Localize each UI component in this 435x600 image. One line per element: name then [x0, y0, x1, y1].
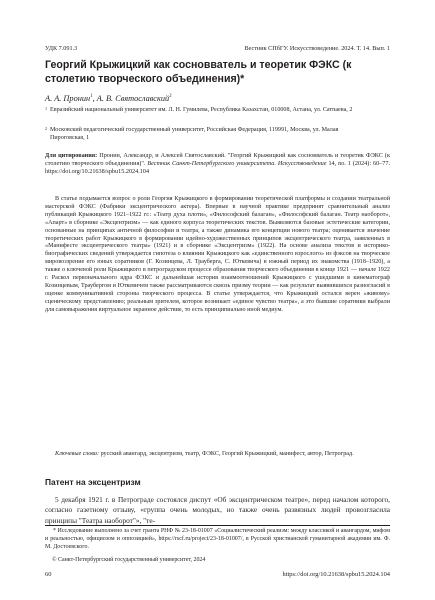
journal-header: Вестник СПбГУ. Искусствоведение. 2024. Т. 14. Вып. 1 — [244, 45, 390, 52]
affiliation — [45, 126, 365, 142]
abstract: В статье подымается вопрос о роли Георгия Крыжицкого в формировании теоретической платформы и создании театральной мастерской ФЭКС (Фабрики эксцентрического актера). Впервые в научной практике предпринят сравнительный анализ публикаций Крыжицкого 1921–1922 гг.: «Театр духа плоти», «Философский балаган», «Философский балаган. Театр наоборот», «Апарт» в сборнике «Эксцентризм» — как единого корпуса теоретических текстов. Выявляются базовые эстетические категории, основанные на принципах античной философии и театра, а также динамика его концепции нового театра; оценивается значение теоретических работ Крыжицкого в формировании идейно-художественных принципов эксцентрического театра, заявленных в «Манифесте эксцентрического театра» (1921) и в сборнике «Эксцентризм» (1922). На основе анализа текстов и историко-биографических сведений утверждается гипотеза о влиянии Крыжицкого как «единственного взрослого» из фэксов на творческое мировоззрение его юных соратников (Г. Козинцева, Л. Трауберга, С. Юткевича) в южный период их знакомства (1918–1920), а также о ключевой роли Крыжицкого в петроградском процессе образования творческого объединения в конце 1921 — начале 1922 г. Раскол первоначального ядра ФЭКС и дальнейшая история взаимоотношений Крыжицкого с ушедшими в кинематограф Козинцевым, Траубергом и Юткевичем также рассматриваются сквозь призму теории — как результат выявившихся разногласий в оценке коммуникативной стороны творческого процесса. В статье утверждается, что Крыжицкий остался верен «живому» сценическому представлению; реальным зрителем, которое возникает «единое чувство театра», а это бывшие соратники выбрали для самовыражения виртуальное экранное действие, то есть принципиально иной медиум. — [45, 196, 390, 313]
affiliation-text: Московский педагогический государственный университет, Российская Федерация, 119991, Москва, ул. Малая Пироговская, 1 — [50, 127, 339, 142]
author-affiliation-mark: 1 — [90, 94, 93, 99]
affiliation-text: Евразийский национальный университет им. Л. Н. Гумилева, Республика Казахстан, 010008, Астана, ул. Сатпаева, 2 — [50, 107, 353, 113]
footnote: * Исследование выполнено за счет гранта РНФ № 23-18-01007 «Социалистический реализм: между классикой и авангардом, мифом и реальностью, официозом и оппозицией», https://rscf.ru/project/23-18-01007/, в Русской христианской гуманитарной академии им. Ф. М. Достоевского. — [45, 528, 390, 550]
page-footer — [45, 570, 390, 580]
citation-text: Пронин, Александр, и Алексей Святославский. "Георгий Крыжицкий как сосновватель и теоретик ФЭКС (к столетию творческого объединения)". — [45, 152, 390, 168]
affiliation — [45, 106, 365, 114]
author-affiliation-mark: 2 — [169, 94, 172, 99]
udk-code: УДК 7.091.3 — [45, 45, 78, 52]
citation-journal: Вестник Санкт-Петербургского университета. Искусствоведение — [147, 160, 327, 168]
running-header — [45, 44, 390, 54]
author-separator: , — [92, 93, 97, 103]
citation-block — [45, 152, 390, 176]
article-title: Георгий Крыжицкий как сосновватель и теоретик ФЭКС (к столетию творческого объединения)* — [45, 59, 352, 85]
footnote-divider — [45, 525, 390, 526]
affiliation-number: 1 — [45, 106, 48, 111]
affiliation-number: 2 — [45, 126, 48, 131]
copyright-notice: © Санкт-Петербургский государственный университет, 2024 — [52, 557, 206, 563]
keywords — [45, 451, 390, 459]
keywords-label: Ключевые слова: — [55, 451, 100, 457]
section-heading: Патент на эксцентризм — [45, 477, 141, 487]
author-line — [45, 91, 172, 104]
doi-link[interactable]: https://doi.org/10.21638/spbu15.2024.104 — [282, 571, 390, 578]
keywords-text: русский авангард, эксцентризм, театр, ФЭКС, Георгий Крыжицкий, манифест, автор, Петроград. — [99, 451, 354, 457]
page-number: 60 — [45, 571, 52, 578]
author-name: А. В. Святославский — [96, 93, 170, 103]
body-paragraph: 5 декабря 1921 г. в Петрограде состоялся диспут «Об эксцентрическом театре», перед началом которого, согласно газетному отзыву, «группа очень молодых, но также очень развязных людей провозгласила принципы "Театра наоборот"», "те- — [45, 495, 390, 525]
citation-tail: 14, no. 1 (2024): 60–77. https://doi.org/10.21638/spbu15.2024.104 — [45, 160, 390, 176]
author-name: А. А. Пронин — [45, 93, 91, 103]
citation-label: Для цитирования: — [45, 152, 98, 159]
